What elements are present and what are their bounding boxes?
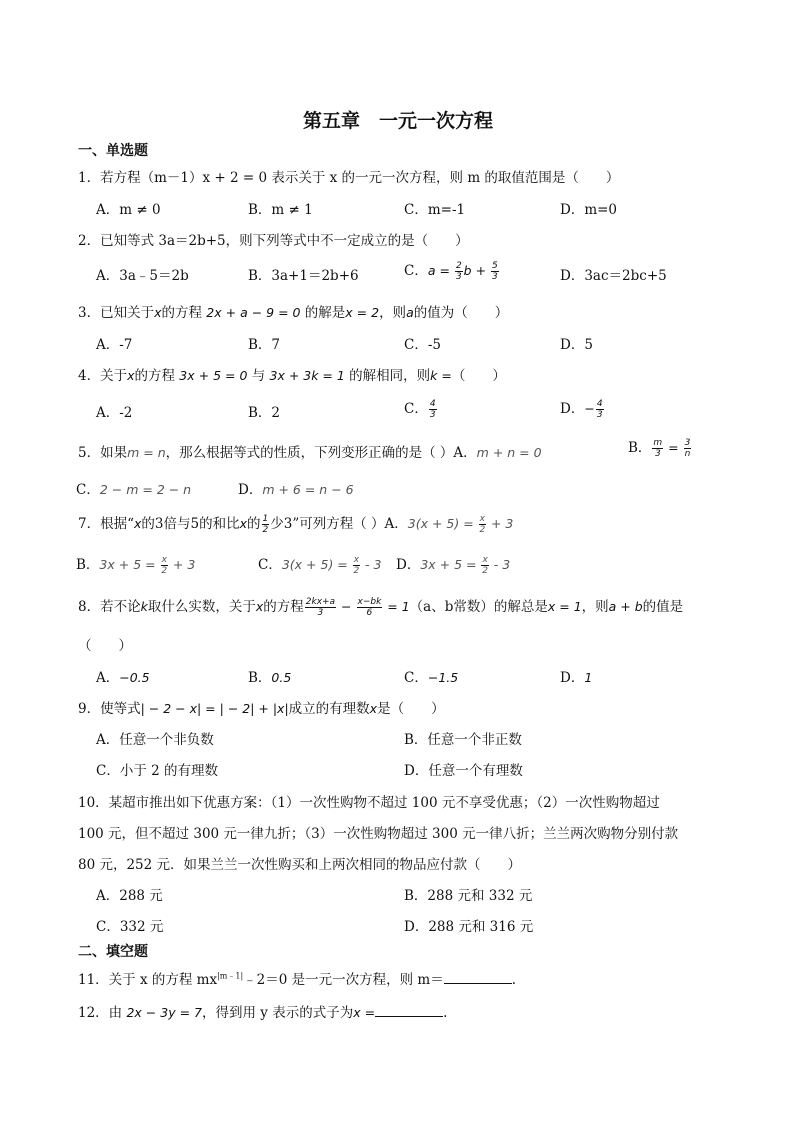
q8-var-x: x — [255, 599, 264, 614]
q8-mid1: 取什么实数，关于 — [147, 599, 256, 615]
q4-option-a[interactable]: A．-2 — [96, 405, 133, 421]
q7-b-lhs: 3x + 5 = — [99, 557, 160, 572]
q7-d-den: 2 — [482, 566, 489, 576]
q10-option-c[interactable]: C．332 元 — [96, 919, 164, 935]
q12-answer-blank[interactable] — [375, 1004, 443, 1017]
q7-c-den: 2 — [353, 566, 360, 576]
q7-a-den: 2 — [479, 525, 486, 535]
q9-equation: | − 2 − x| = | − 2| + |x| — [140, 701, 289, 716]
q7-option-d[interactable] — [396, 553, 510, 576]
q2-c-num1: 2 — [455, 261, 462, 271]
q8-b-prefix: B． — [248, 670, 272, 686]
q5-option-b[interactable] — [628, 436, 692, 459]
q8-option-a[interactable] — [96, 666, 150, 686]
q4-option-d[interactable] — [560, 397, 605, 420]
q12-mid: ，得到用 y 表示的式子为 — [201, 1005, 354, 1021]
q5-c-expression: 2 − m = 2 − n — [99, 482, 192, 497]
q2-c-mid: b + — [463, 263, 491, 278]
q8-minus: − — [337, 599, 356, 614]
q2-c-fraction-2 — [491, 261, 499, 282]
q4-d-sign: − — [584, 401, 595, 416]
q9-option-d[interactable]: D．任意一个有理数 — [404, 763, 523, 779]
q7-b-fraction — [161, 555, 168, 576]
q11-mid: ﹣2＝0 是一元一次方程，则 m＝ — [243, 972, 444, 988]
question-4 — [78, 364, 506, 384]
q11-answer-blank[interactable] — [444, 971, 512, 984]
q7-mid2: 的 — [247, 516, 261, 532]
q8-den2: 6 — [366, 608, 373, 618]
q3-pre: 3．已知关于 — [78, 305, 155, 321]
q1-option-b[interactable]: B．m ≠ 1 — [248, 202, 313, 218]
q4-var-x: x — [127, 368, 135, 383]
q5-option-c[interactable] — [76, 478, 191, 498]
q8-solution: x = 1 — [547, 599, 582, 614]
q7-b-prefix: B． — [76, 557, 100, 573]
q11-exponent: |m﹣1| — [217, 971, 244, 981]
q8-a-prefix: A． — [96, 670, 120, 686]
q8-num1: 2kx+a — [305, 597, 336, 607]
q9-end: 是（ ） — [377, 701, 445, 717]
q3-var-x: x — [154, 305, 162, 320]
q3-mid1: 的方程 — [161, 305, 207, 321]
q5-pre: 5．如果 — [78, 445, 128, 461]
q8-num2: x−bk — [357, 597, 382, 607]
q2-c-prefix: C． — [404, 263, 428, 279]
question-3 — [78, 301, 508, 321]
q8-mid4: ，则 — [581, 599, 609, 615]
q5-b-den2: n — [684, 449, 691, 459]
q8-a-value: −0.5 — [119, 670, 150, 685]
q2-c-den2: 3 — [492, 272, 498, 282]
q7-b-num: x — [161, 555, 167, 565]
q7-c-prefix: C． — [258, 557, 282, 573]
q7-half-fraction — [262, 514, 270, 535]
q7-a-lhs[interactable]: 3(x + 5) = — [407, 516, 478, 531]
question-7 — [78, 512, 513, 535]
q9-mid: 成立的有理数 — [288, 701, 370, 717]
q7-pre: 7．根据“ — [78, 516, 134, 532]
page-title: 第五章 一元一次方程 — [303, 110, 494, 132]
question-10-line-1: 10．某超市推出如下优惠方案：（1）一次性购物不超过 100 元不享受优惠；（2）一次性购物超过 — [78, 795, 660, 811]
q4-option-c[interactable] — [404, 397, 438, 420]
q8-var-k: k — [140, 599, 148, 614]
q3-var-a: a — [406, 305, 414, 320]
q3-mid2: 的解是 — [300, 305, 346, 321]
q8-answer-paren: （ ） — [78, 638, 132, 654]
q8-option-b[interactable] — [248, 666, 291, 686]
q11-end: . — [511, 972, 517, 988]
q8-end: 的值是 — [642, 599, 684, 615]
q5-b-fraction-1 — [652, 438, 663, 459]
q4-d-prefix: D． — [560, 401, 585, 417]
q8-mid2: 的方程 — [263, 599, 304, 615]
q9-var-x: x — [369, 701, 378, 716]
q7-d-lhs: 3x + 5 = — [420, 557, 481, 572]
q7-c-rhs: - 3 — [361, 557, 382, 572]
q4-c-num: 4 — [429, 399, 436, 409]
q7-a-rhs: + 3 — [487, 516, 514, 531]
q2-option-a[interactable]: A．3a﹣5＝2b — [96, 268, 189, 284]
question-10-line-2: 100 元，但不超过 300 元一律九折；（3）一次性购物超过 300 元一律八折；兰兰两次购物分别付款 — [78, 826, 679, 842]
q3-option-d[interactable]: D．5 — [560, 337, 593, 353]
q1-option-a[interactable]: A．m ≠ 0 — [96, 202, 161, 218]
q3-mid3: ，则 — [379, 305, 407, 321]
q3-solution: x = 2 — [345, 305, 380, 320]
q4-pre: 4．关于 — [78, 368, 128, 384]
q4-d-den: 3 — [596, 410, 603, 420]
q5-b-fraction-2 — [684, 438, 692, 459]
question-1: 1．若方程（m－1）x + 2 = 0 表示关于 x 的一元一次方程，则 m 的取值范围是（ ） — [78, 170, 620, 186]
q12-equation: 2x − 3y = 7 — [126, 1005, 202, 1020]
q1-option-c[interactable]: C．m=-1 — [404, 202, 466, 218]
q3-end: 的值为（ ） — [413, 305, 509, 321]
q2-c-lhs: a = — [427, 263, 454, 278]
q7-d-prefix: D． — [396, 557, 421, 573]
q3-option-b[interactable]: B．7 — [248, 337, 281, 353]
q8-den1: 3 — [317, 608, 324, 618]
q7-d-num: x — [482, 555, 488, 565]
q9-option-a[interactable]: A．任意一个非负数 — [96, 732, 214, 748]
q3-option-c[interactable]: C．-5 — [404, 337, 441, 353]
question-8 — [78, 595, 683, 618]
q4-c-prefix: C． — [404, 401, 428, 417]
question-11 — [78, 968, 516, 988]
q9-pre: 9．使等式 — [78, 701, 141, 717]
q8-pre: 8．若不论 — [78, 599, 141, 615]
q8-fraction-2 — [357, 597, 383, 618]
question-9 — [78, 697, 445, 717]
q8-option-c[interactable] — [404, 666, 458, 686]
q2-option-d[interactable]: D．3ac＝2bc+5 — [560, 268, 667, 284]
q2-option-b[interactable]: B．3a+1＝2b+6 — [248, 268, 359, 284]
q5-b-den1: 3 — [654, 449, 661, 459]
q4-option-b[interactable]: B．2 — [248, 405, 281, 421]
q5-option-a[interactable]: m + n = 0 — [476, 445, 542, 460]
q5-c-prefix: C． — [76, 482, 100, 498]
q4-equation-2: 3x + 3k = 1 — [269, 368, 345, 383]
q5-b-prefix: B． — [628, 440, 652, 456]
q4-c-fraction — [429, 399, 437, 420]
q8-option-d[interactable] — [560, 666, 592, 686]
q4-mid2: 与 — [247, 368, 270, 384]
q7-end: 少3”可列方程（ ）A． — [270, 516, 408, 532]
q5-condition: m = n — [127, 445, 166, 460]
q7-a-num: x — [479, 514, 485, 524]
q4-end: （ ） — [451, 368, 506, 384]
q10-option-a[interactable]: A．288 元 — [96, 888, 163, 904]
q8-c-value: −1.5 — [427, 670, 459, 685]
q8-d-prefix: D． — [560, 670, 585, 686]
q7-var-x2: x — [239, 516, 247, 531]
q10-option-b[interactable]: B．288 元和 332 元 — [404, 888, 533, 904]
question-5 — [78, 441, 542, 461]
q12-pre: 12．由 — [78, 1005, 127, 1021]
q3-equation: 2x + a − 9 = 0 — [206, 305, 301, 320]
section-heading-single-choice: 一、单选题 — [78, 143, 148, 159]
q5-option-d[interactable] — [238, 478, 354, 498]
q7-option-b[interactable] — [76, 553, 195, 576]
q7-d-fraction — [481, 555, 488, 576]
q7-var-x: x — [134, 516, 142, 531]
q7-option-c[interactable] — [258, 553, 382, 576]
q4-var-k: k = — [430, 368, 452, 383]
q5-d-expression: m + 6 = n − 6 — [262, 482, 354, 497]
q7-b-rhs: + 3 — [168, 557, 196, 572]
q9-option-b[interactable]: B．任意一个非正数 — [404, 732, 522, 748]
q2-c-den1: 3 — [455, 272, 462, 282]
q7-d-rhs: - 3 — [489, 557, 511, 572]
q5-b-num1: m — [653, 438, 663, 448]
q7-c-num: x — [353, 555, 360, 565]
q2-c-num2: 5 — [492, 261, 498, 271]
q7-b-den: 2 — [161, 566, 168, 576]
q4-c-den: 3 — [429, 410, 436, 420]
q7-mid: 的3倍与5的和比 — [141, 516, 240, 532]
question-12 — [78, 1001, 447, 1021]
section-heading-fill-in: 二、填空题 — [78, 944, 148, 960]
q7-c-fraction — [353, 555, 360, 576]
q5-b-num2: 3 — [684, 438, 691, 448]
q5-mid: ，那么根据等式的性质，下列变形正确的是（ ）A． — [165, 445, 477, 461]
question-2: 2．已知等式 3a＝2b+5，则下列等式中不一定成立的是（ ） — [78, 233, 469, 249]
q12-var-x: x = — [353, 1005, 376, 1020]
q8-a-plus-b: a + b — [608, 599, 643, 614]
q8-mid3: （a、b常数）的解总是 — [409, 599, 548, 615]
q10-option-d[interactable]: D．288 元和 316 元 — [404, 919, 534, 935]
q11-pre: 11．关于 x 的方程 mx — [78, 972, 218, 988]
q8-fraction-1 — [305, 597, 336, 618]
q7-c-lhs: 3(x + 5) = — [281, 557, 352, 572]
question-10-line-3: 80 元，252 元．如果兰兰一次性购买和上两次相同的物品应付款（ ） — [78, 857, 522, 873]
q3-option-a[interactable]: A．-7 — [96, 337, 133, 353]
q7-half-num: 1 — [262, 514, 269, 524]
q8-d-value: 1 — [584, 670, 593, 685]
q1-option-d[interactable]: D．m=0 — [560, 202, 618, 218]
q4-d-fraction — [596, 399, 604, 420]
q4-equation-1: 3x + 5 = 0 — [179, 368, 248, 383]
q8-b-value: 0.5 — [271, 670, 292, 685]
q9-option-c[interactable]: C．小于 2 的有理数 — [96, 763, 219, 779]
q2-c-fraction-1 — [455, 261, 463, 282]
q8-c-prefix: C． — [404, 670, 428, 686]
q4-mid1: 的方程 — [134, 368, 180, 384]
q7-half-den: 2 — [262, 525, 269, 535]
q8-eq: = 1 — [383, 599, 410, 614]
q4-d-num: 4 — [596, 399, 603, 409]
q5-d-prefix: D． — [238, 482, 263, 498]
q4-mid3: 的解相同，则 — [344, 368, 431, 384]
q5-b-eq: = — [664, 440, 683, 455]
q12-end: . — [443, 1005, 448, 1021]
q7-a-fraction — [479, 514, 486, 535]
q2-option-c[interactable] — [404, 259, 500, 282]
